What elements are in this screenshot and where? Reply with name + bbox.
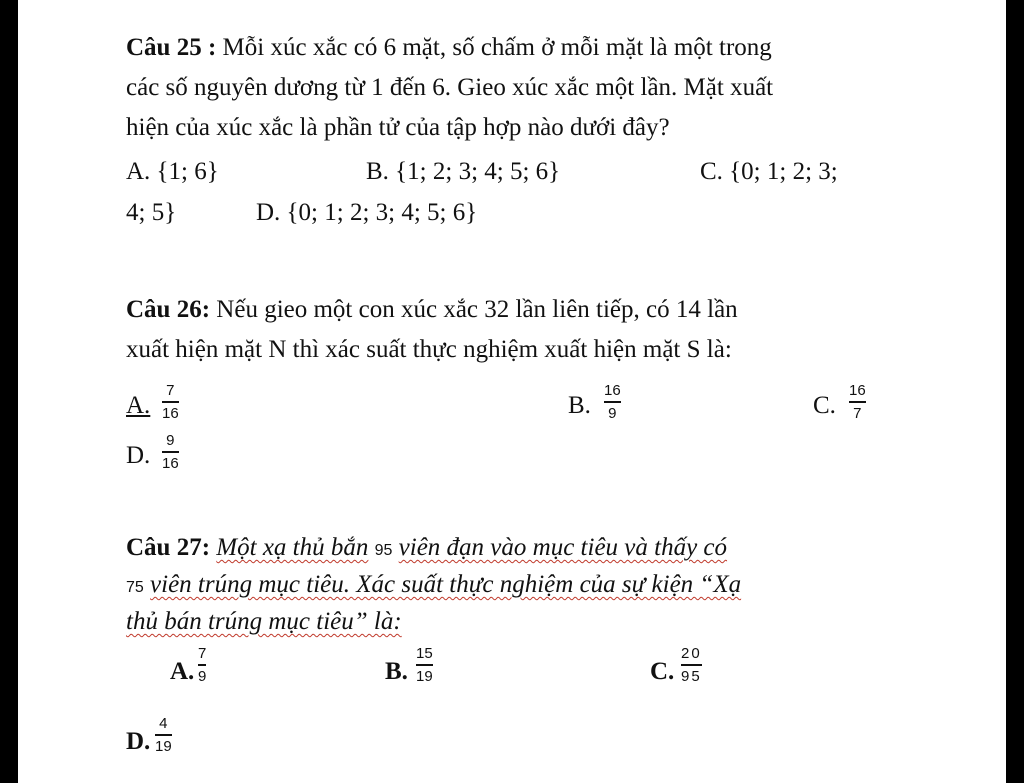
q27-option-d-label: D.	[126, 728, 151, 755]
q25-line-3: hiện của xúc xắc là phần tử của tập hợp nào dưới đây?	[126, 114, 670, 141]
q26-line-1	[126, 295, 738, 325]
q26-option-b-denominator: 9	[608, 404, 617, 422]
q27-option-d-denominator: 19	[155, 737, 172, 755]
q26-option-c-fraction	[849, 382, 866, 422]
fraction-bar	[198, 664, 206, 666]
fraction-bar	[604, 401, 621, 403]
q27-hits-number: 75	[126, 579, 144, 596]
q27-option-c-numerator: 20	[681, 645, 702, 662]
q27-label: Câu 27:	[126, 534, 211, 561]
q27-option-d-fraction	[155, 715, 172, 755]
q26-label: Câu 26:	[126, 296, 211, 323]
fraction-bar	[416, 664, 433, 666]
q25-option-c-continued: 4; 5}	[126, 199, 177, 226]
q27-option-c-fraction	[681, 645, 702, 685]
q26-option-a-fraction	[162, 382, 179, 422]
q25-line-1	[126, 33, 772, 63]
q26-option-c-numerator: 16	[849, 382, 866, 399]
q27-option-b-fraction	[416, 645, 433, 685]
q26-option-d-numerator: 9	[166, 432, 175, 449]
fraction-bar	[162, 401, 179, 403]
q25-option-a: A. {1; 6}	[126, 158, 219, 185]
fraction-bar	[681, 664, 702, 666]
q27-shots-number: 95	[374, 542, 393, 559]
q26-option-c-denominator: 7	[853, 404, 862, 422]
q26-text-1: Nếu gieo một con xúc xắc 32 lần liên tiếp, có 14 lần	[216, 296, 738, 323]
q27-option-d-numerator: 4	[159, 715, 168, 732]
q25-option-b: B. {1; 2; 3; 4; 5; 6}	[366, 158, 561, 185]
fraction-bar	[849, 401, 866, 403]
q25-option-c: C. {0; 1; 2; 3;	[700, 158, 838, 185]
q27-option-b-numerator: 15	[416, 645, 433, 662]
q27-line-2	[126, 570, 741, 603]
q26-option-d-denominator: 16	[162, 454, 179, 472]
q27-option-c-label: C.	[650, 658, 675, 685]
q27-option-a-denominator: 9	[198, 667, 207, 685]
q27-text-1b: viên đạn vào mục tiêu và thấy có	[398, 534, 728, 561]
q26-option-a-denominator: 16	[162, 404, 179, 422]
q25-text-1: Mỗi xúc xắc có 6 mặt, số chấm ở mỗi mặt là một trong	[222, 34, 772, 61]
q27-line-1	[126, 533, 727, 566]
q27-option-a-fraction	[198, 645, 206, 685]
q27-option-c-denominator: 95	[681, 667, 702, 685]
q27-option-a-numerator: 7	[198, 645, 207, 662]
fraction-bar	[162, 451, 179, 453]
q26-option-b-numerator: 16	[604, 382, 621, 399]
q26-line-2: xuất hiện mặt N thì xác suất thực nghiệm xuất hiện mặt S là:	[126, 336, 732, 363]
q26-option-b-fraction	[604, 382, 621, 422]
q27-option-b-label: B.	[385, 658, 408, 685]
q27-line-3	[126, 607, 402, 637]
q26-option-d-label: D.	[126, 442, 151, 469]
q26-option-a-numerator: 7	[166, 382, 175, 399]
q26-option-b-label: B.	[568, 392, 591, 419]
q27-text-1a: Một xạ thủ bắn	[216, 534, 369, 561]
q25-line-2: các số nguyên dương từ 1 đến 6. Gieo xúc xắc một lần. Mặt xuất	[126, 74, 774, 101]
fraction-bar	[155, 734, 172, 736]
q26-option-a-label: A.	[126, 392, 151, 419]
q25-label: Câu 25 :	[126, 34, 217, 61]
q25-option-d: D. {0; 1; 2; 3; 4; 5; 6}	[256, 199, 478, 226]
q27-option-b-denominator: 19	[416, 667, 433, 685]
q26-option-c-label: C.	[813, 392, 836, 419]
q27-option-a-label: A.	[170, 658, 195, 685]
q27-text-2: viên trúng mục tiêu. Xác suất thực nghiệm của sự kiện “Xạ	[150, 571, 742, 598]
q27-text-3: thủ bán trúng mục tiêu” là:	[126, 608, 402, 635]
document-page	[18, 0, 1006, 783]
q26-option-d-fraction	[162, 432, 179, 472]
